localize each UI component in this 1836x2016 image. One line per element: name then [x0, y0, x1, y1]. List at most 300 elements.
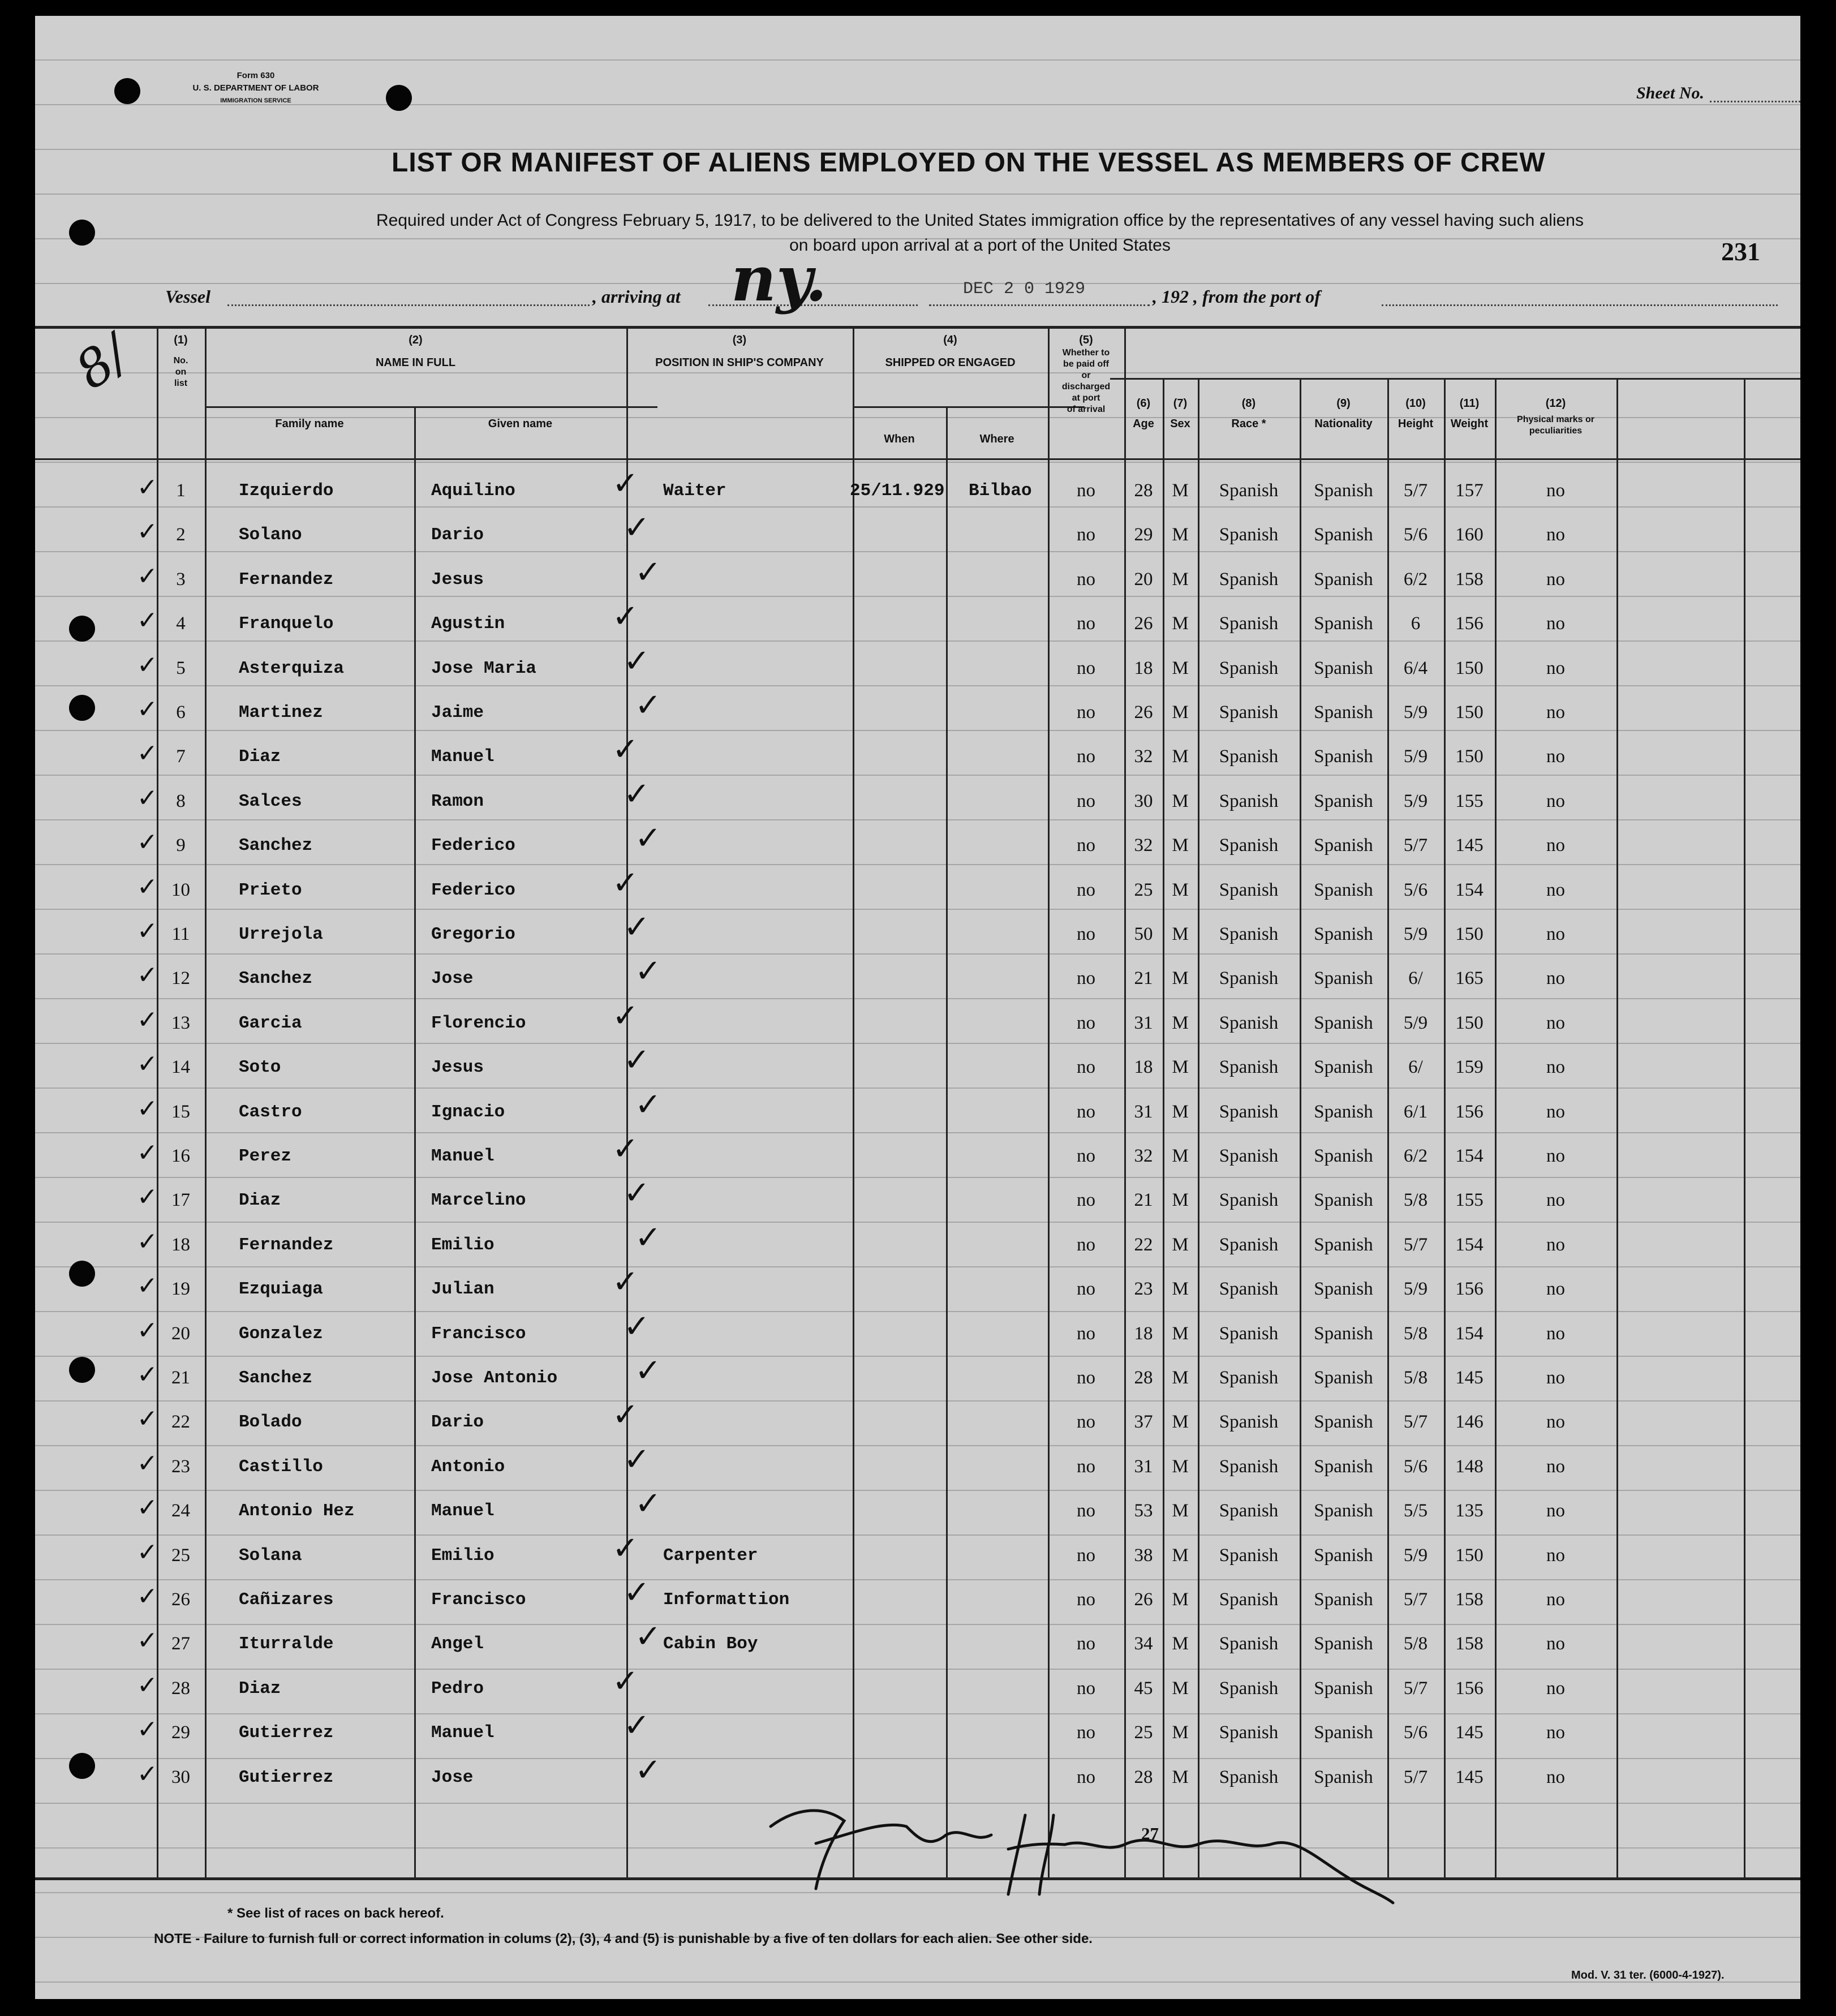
position — [663, 734, 850, 779]
height: 5/6 — [1403, 879, 1428, 900]
height: 5/7 — [1403, 1234, 1428, 1255]
verify-check-icon: ✓ — [612, 1529, 639, 1567]
verify-check-icon: ✓ — [612, 997, 639, 1034]
verify-check-icon: ✓ — [635, 1219, 661, 1256]
verify-check-icon: ✓ — [624, 1175, 650, 1212]
age: 32 — [1134, 835, 1153, 856]
nationality: Spanish — [1314, 1057, 1373, 1078]
position — [663, 1356, 850, 1400]
tally-check-icon: ✓ — [137, 1759, 158, 1789]
nationality: Spanish — [1314, 1323, 1373, 1344]
height: 6/ — [1408, 968, 1423, 989]
sex: M — [1172, 480, 1189, 501]
given-name: Julian — [431, 1279, 495, 1300]
position — [663, 1666, 850, 1711]
verify-check-icon: ✓ — [635, 1485, 661, 1523]
tally-check-icon: ✓ — [137, 695, 158, 724]
paid-off: no — [1077, 968, 1095, 989]
row-number: 15 — [171, 1101, 190, 1122]
table-row — [35, 1618, 1800, 1666]
height: 6/2 — [1403, 1146, 1428, 1166]
paid-off: no — [1077, 1279, 1095, 1300]
race: Spanish — [1219, 1057, 1279, 1078]
family-name: Perez — [239, 1146, 292, 1166]
table-row — [35, 909, 1800, 957]
shipped-when — [850, 690, 946, 735]
family-name: Fernandez — [239, 569, 334, 590]
shipped-where — [969, 1001, 1048, 1046]
verify-check-icon: ✓ — [635, 687, 661, 724]
given-name: Jose Antonio — [431, 1368, 558, 1388]
weight: 158 — [1455, 569, 1484, 590]
shipped-when — [850, 1666, 946, 1711]
nationality: Spanish — [1314, 879, 1373, 900]
height: 5/7 — [1403, 1766, 1428, 1787]
tally-check-icon: ✓ — [137, 517, 158, 547]
row-number: 17 — [171, 1190, 190, 1211]
col-given-name-header: Given name — [488, 418, 553, 430]
race: Spanish — [1219, 835, 1279, 856]
sex: M — [1172, 1589, 1189, 1610]
verify-check-icon: ✓ — [624, 775, 650, 813]
family-name: Cañizares — [239, 1590, 334, 1610]
given-name: Dario — [431, 1412, 484, 1433]
tally-check-icon: ✓ — [137, 1626, 158, 1656]
race: Spanish — [1219, 1412, 1279, 1433]
height: 6/4 — [1403, 657, 1428, 678]
physical-marks: no — [1546, 968, 1565, 989]
sex: M — [1172, 1545, 1189, 1566]
age: 23 — [1134, 1279, 1153, 1300]
row-number: 4 — [176, 613, 186, 634]
shipped-where — [969, 1533, 1048, 1578]
nationality: Spanish — [1314, 525, 1373, 545]
nationality: Spanish — [1314, 1501, 1373, 1521]
row-number: 24 — [171, 1501, 190, 1521]
family-name: Solano — [239, 525, 302, 545]
row-number: 30 — [171, 1766, 190, 1787]
height: 5/9 — [1403, 746, 1428, 767]
verify-check-icon: ✓ — [624, 642, 650, 680]
height: 5/8 — [1403, 1634, 1428, 1654]
physical-marks: no — [1546, 1722, 1565, 1743]
height: 5/5 — [1403, 1501, 1428, 1521]
row-number: 22 — [171, 1412, 190, 1433]
nationality: Spanish — [1314, 790, 1373, 811]
race: Spanish — [1219, 1323, 1279, 1344]
table-row — [35, 1175, 1800, 1223]
shipped-where — [969, 1577, 1048, 1622]
physical-marks: no — [1546, 1234, 1565, 1255]
race: Spanish — [1219, 1589, 1279, 1610]
sex: M — [1172, 1279, 1189, 1300]
position — [663, 557, 850, 602]
subtitle: Required under Act of Congress February 5, 1917, to be delivered to the United States immigration office by the representatives of any vessel having such aliens on board upon arrival at a port of the United States — [376, 211, 1584, 255]
sex: M — [1172, 1234, 1189, 1255]
weight: 155 — [1455, 790, 1484, 811]
position — [663, 1223, 850, 1267]
shipped-when — [850, 1045, 946, 1090]
weight: 158 — [1455, 1589, 1484, 1610]
age: 26 — [1134, 613, 1153, 634]
race: Spanish — [1219, 1634, 1279, 1654]
table-row — [35, 1662, 1800, 1711]
shipped-where — [969, 956, 1048, 1001]
race: Spanish — [1219, 1368, 1279, 1388]
physical-marks: no — [1546, 1501, 1565, 1521]
tally-check-icon: ✓ — [137, 828, 158, 857]
col-marks-header: (12) Physical marks or peculiarities — [1517, 397, 1594, 436]
nationality: Spanish — [1314, 1634, 1373, 1654]
col-when-header: When — [884, 433, 915, 445]
tally-check-icon: ✓ — [137, 561, 158, 591]
tally-check-icon: ✓ — [137, 1715, 158, 1744]
shipped-where — [969, 1445, 1048, 1489]
row-number: 5 — [176, 657, 186, 678]
family-name: Solana — [239, 1545, 302, 1566]
height: 6 — [1411, 613, 1421, 634]
height: 5/9 — [1403, 1545, 1428, 1566]
sex: M — [1172, 1634, 1189, 1654]
row-number: 11 — [171, 924, 190, 944]
shipped-when — [850, 956, 946, 1001]
family-name: Sanchez — [239, 836, 313, 856]
tally-check-icon: ✓ — [137, 1493, 158, 1523]
tally-check-icon: ✓ — [137, 1404, 158, 1434]
age: 22 — [1134, 1234, 1153, 1255]
given-name: Manuel — [431, 1501, 495, 1521]
sheet-no-line — [1710, 101, 1800, 102]
tally-check-icon: ✓ — [137, 961, 158, 990]
race: Spanish — [1219, 657, 1279, 678]
shipped-where — [969, 1666, 1048, 1711]
family-name: Urrejola — [239, 925, 323, 944]
paid-off: no — [1077, 1766, 1095, 1787]
col-no-header: (1) No. on list — [173, 334, 188, 388]
race: Spanish — [1219, 879, 1279, 900]
physical-marks: no — [1546, 1589, 1565, 1610]
given-name: Manuel — [431, 1723, 495, 1743]
position — [663, 1178, 850, 1223]
position — [663, 823, 850, 868]
physical-marks: no — [1546, 1766, 1565, 1787]
height: 5/6 — [1403, 525, 1428, 545]
given-name: Manuel — [431, 1146, 495, 1166]
sex: M — [1172, 702, 1189, 723]
shipped-when — [850, 1134, 946, 1179]
race: Spanish — [1219, 1678, 1279, 1699]
given-name: Emilio — [431, 1545, 495, 1566]
nationality: Spanish — [1314, 1234, 1373, 1255]
given-name: Ignacio — [431, 1102, 505, 1122]
sex: M — [1172, 1146, 1189, 1166]
col-height-header: (10) Height — [1398, 397, 1434, 430]
age: 25 — [1134, 879, 1153, 900]
sex: M — [1172, 657, 1189, 678]
race: Spanish — [1219, 613, 1279, 634]
age: 20 — [1134, 569, 1153, 590]
sex: M — [1172, 1412, 1189, 1433]
tally-check-icon: ✓ — [137, 783, 158, 813]
table-row — [35, 731, 1800, 779]
position: Waiter — [663, 481, 726, 501]
row-number: 8 — [176, 790, 186, 811]
race: Spanish — [1219, 480, 1279, 501]
vessel-label: Vessel — [165, 286, 210, 307]
paid-off: no — [1077, 613, 1095, 634]
tally-check-icon: ✓ — [137, 650, 158, 680]
physical-marks: no — [1546, 1279, 1565, 1300]
given-name: Manuel — [431, 747, 495, 767]
sex: M — [1172, 924, 1189, 944]
table-row — [35, 1263, 1800, 1312]
verify-check-icon: ✓ — [635, 1751, 661, 1789]
shipped-when — [850, 912, 946, 957]
weight: 150 — [1455, 657, 1484, 678]
position: Cabin Boy — [663, 1634, 758, 1654]
family-name: Castillo — [239, 1456, 323, 1477]
shipped-where — [969, 1356, 1048, 1400]
paid-off: no — [1077, 1012, 1095, 1033]
tally-check-icon: ✓ — [137, 1316, 158, 1345]
paid-off: no — [1077, 1101, 1095, 1122]
family-name: Gutierrez — [239, 1723, 334, 1743]
tally-check-icon: ✓ — [137, 1537, 158, 1567]
paid-off: no — [1077, 1589, 1095, 1610]
physical-marks: no — [1546, 525, 1565, 545]
family-name: Izquierdo — [239, 481, 334, 501]
nationality: Spanish — [1314, 1766, 1373, 1787]
tally-check-icon: ✓ — [137, 606, 158, 635]
sex: M — [1172, 1101, 1189, 1122]
age: 28 — [1134, 480, 1153, 501]
shipped-where: Bilbao — [969, 481, 1032, 501]
table-row — [35, 1130, 1800, 1179]
row-number: 7 — [176, 746, 186, 767]
position — [663, 1090, 850, 1134]
position — [663, 601, 850, 646]
row-number: 19 — [171, 1279, 190, 1300]
physical-marks: no — [1546, 1057, 1565, 1078]
punch-hole — [69, 220, 95, 246]
nationality: Spanish — [1314, 1368, 1373, 1388]
row-number: 2 — [176, 525, 186, 545]
height: 5/9 — [1403, 702, 1428, 723]
position — [663, 1001, 850, 1046]
age: 25 — [1134, 1722, 1153, 1743]
age: 32 — [1134, 1146, 1153, 1166]
paid-off: no — [1077, 1545, 1095, 1566]
physical-marks: no — [1546, 790, 1565, 811]
physical-marks: no — [1546, 1146, 1565, 1166]
sex: M — [1172, 1057, 1189, 1078]
position — [663, 513, 850, 557]
verify-check-icon: ✓ — [624, 509, 650, 547]
shipped-where — [969, 734, 1048, 779]
race: Spanish — [1219, 1101, 1279, 1122]
sex: M — [1172, 835, 1189, 856]
tally-check-icon: ✓ — [137, 1670, 158, 1700]
nationality: Spanish — [1314, 1722, 1373, 1743]
position — [663, 690, 850, 735]
header-bottom-line — [35, 458, 1800, 460]
nationality: Spanish — [1314, 569, 1373, 590]
table-row — [35, 1042, 1800, 1090]
shipped-when — [850, 601, 946, 646]
shipped-when — [850, 557, 946, 602]
weight: 150 — [1455, 1545, 1484, 1566]
paid-off: no — [1077, 1501, 1095, 1521]
shipped-where — [969, 1223, 1048, 1267]
form-header: Form 630 U. S. DEPARTMENT OF LABOR IMMIGRATION SERVICE — [192, 71, 319, 104]
age: 28 — [1134, 1368, 1153, 1388]
tally-check-icon: ✓ — [137, 739, 158, 768]
verify-check-icon: ✓ — [635, 1352, 661, 1389]
punch-hole — [114, 78, 140, 104]
table-top-border — [35, 326, 1800, 329]
physical-marks: no — [1546, 924, 1565, 944]
weight: 160 — [1455, 525, 1484, 545]
row-number: 21 — [171, 1368, 190, 1388]
family-name: Fernandez — [239, 1235, 334, 1255]
tally-check-icon: ✓ — [137, 473, 158, 502]
verify-check-icon: ✓ — [635, 953, 661, 990]
family-name: Castro — [239, 1102, 302, 1122]
table-row — [35, 775, 1800, 824]
nationality: Spanish — [1314, 480, 1373, 501]
given-name: Aquilino — [431, 481, 515, 501]
verify-check-icon: ✓ — [624, 1441, 650, 1478]
shipped-when — [850, 779, 946, 824]
paid-off: no — [1077, 790, 1095, 811]
nationality: Spanish — [1314, 1456, 1373, 1477]
position — [663, 1445, 850, 1489]
physical-marks: no — [1546, 1545, 1565, 1566]
position — [663, 912, 850, 957]
footnote-races: * See list of races on back hereof. — [227, 1906, 444, 1921]
physical-marks: no — [1546, 1323, 1565, 1344]
verify-check-icon: ✓ — [624, 1042, 650, 1079]
shipped-where — [969, 1090, 1048, 1134]
verify-check-icon: ✓ — [612, 1263, 639, 1301]
physical-marks: no — [1546, 1678, 1565, 1699]
family-name: Sanchez — [239, 1368, 313, 1388]
weight: 148 — [1455, 1456, 1484, 1477]
weight: 154 — [1455, 1323, 1484, 1344]
col-age-header: (6) Age — [1133, 397, 1154, 430]
tally-check-icon: ✓ — [137, 1360, 158, 1389]
manifest-page — [35, 16, 1800, 1999]
col-where-header: Where — [979, 433, 1014, 445]
shipped-where — [969, 690, 1048, 735]
family-name: Soto — [239, 1058, 281, 1078]
shipped-where — [969, 1178, 1048, 1223]
sheet-number: 231 — [1721, 237, 1760, 266]
age: 18 — [1134, 657, 1153, 678]
arriving-label: , arriving at — [592, 286, 681, 307]
paid-off: no — [1077, 1146, 1095, 1166]
tally-check-icon: ✓ — [137, 1448, 158, 1478]
tally-check-icon: ✓ — [137, 917, 158, 945]
col-sex-header: (7) Sex — [1170, 397, 1190, 430]
paid-off: no — [1077, 1722, 1095, 1743]
nationality: Spanish — [1314, 1412, 1373, 1433]
name-split-line — [205, 406, 657, 408]
sex: M — [1172, 1722, 1189, 1743]
age: 34 — [1134, 1634, 1153, 1654]
col-name-header: (2) NAME IN FULL — [375, 334, 456, 369]
verify-check-icon: ✓ — [635, 820, 661, 857]
paid-off: no — [1077, 1678, 1095, 1699]
race: Spanish — [1219, 1012, 1279, 1033]
given-name: Francisco — [431, 1323, 526, 1344]
sex: M — [1172, 613, 1189, 634]
family-name: Martinez — [239, 703, 323, 723]
sex: M — [1172, 525, 1189, 545]
paid-off: no — [1077, 1456, 1095, 1477]
height: 6/2 — [1403, 569, 1428, 590]
given-name: Jose — [431, 1767, 474, 1787]
table-row — [35, 598, 1800, 646]
paid-off: no — [1077, 924, 1095, 944]
row-number: 12 — [171, 968, 190, 989]
given-name: Gregorio — [431, 925, 515, 944]
paid-off: no — [1077, 1323, 1095, 1344]
position: Informattion — [663, 1590, 790, 1610]
verify-check-icon: ✓ — [612, 731, 639, 768]
race: Spanish — [1219, 1722, 1279, 1743]
weight: 156 — [1455, 1279, 1484, 1300]
shipped-where — [969, 557, 1048, 602]
height: 5/7 — [1403, 835, 1428, 856]
nationality: Spanish — [1314, 1190, 1373, 1211]
physical-marks: no — [1546, 480, 1565, 501]
sex: M — [1172, 1766, 1189, 1787]
shipped-where — [969, 513, 1048, 557]
race: Spanish — [1219, 569, 1279, 590]
sex: M — [1172, 1012, 1189, 1033]
shipped-when — [850, 1001, 946, 1046]
paid-off: no — [1077, 746, 1095, 767]
position — [663, 646, 850, 691]
shipped-where — [969, 1489, 1048, 1533]
sex: M — [1172, 1323, 1189, 1344]
given-name: Dario — [431, 525, 484, 545]
year-label: , 192 , from the port of — [1153, 286, 1321, 307]
age: 18 — [1134, 1323, 1153, 1344]
verify-check-icon: ✓ — [612, 598, 639, 635]
weight: 159 — [1455, 1057, 1484, 1078]
paid-off: no — [1077, 480, 1095, 501]
nationality: Spanish — [1314, 1101, 1373, 1122]
weight: 156 — [1455, 613, 1484, 634]
tally-check-icon: ✓ — [137, 1094, 158, 1123]
age: 26 — [1134, 702, 1153, 723]
row-number: 29 — [171, 1722, 190, 1743]
weight: 150 — [1455, 924, 1484, 944]
physical-marks: no — [1546, 1412, 1565, 1433]
tally-check-icon: ✓ — [137, 1582, 158, 1611]
vessel-line — [227, 304, 590, 306]
position — [663, 956, 850, 1001]
tally-check-icon: ✓ — [137, 1050, 158, 1079]
shipped-where — [969, 601, 1048, 646]
given-name: Federico — [431, 836, 515, 856]
weight: 154 — [1455, 879, 1484, 900]
header-split-line — [1110, 378, 1800, 380]
age: 45 — [1134, 1678, 1153, 1699]
shipped-when — [850, 1489, 946, 1533]
